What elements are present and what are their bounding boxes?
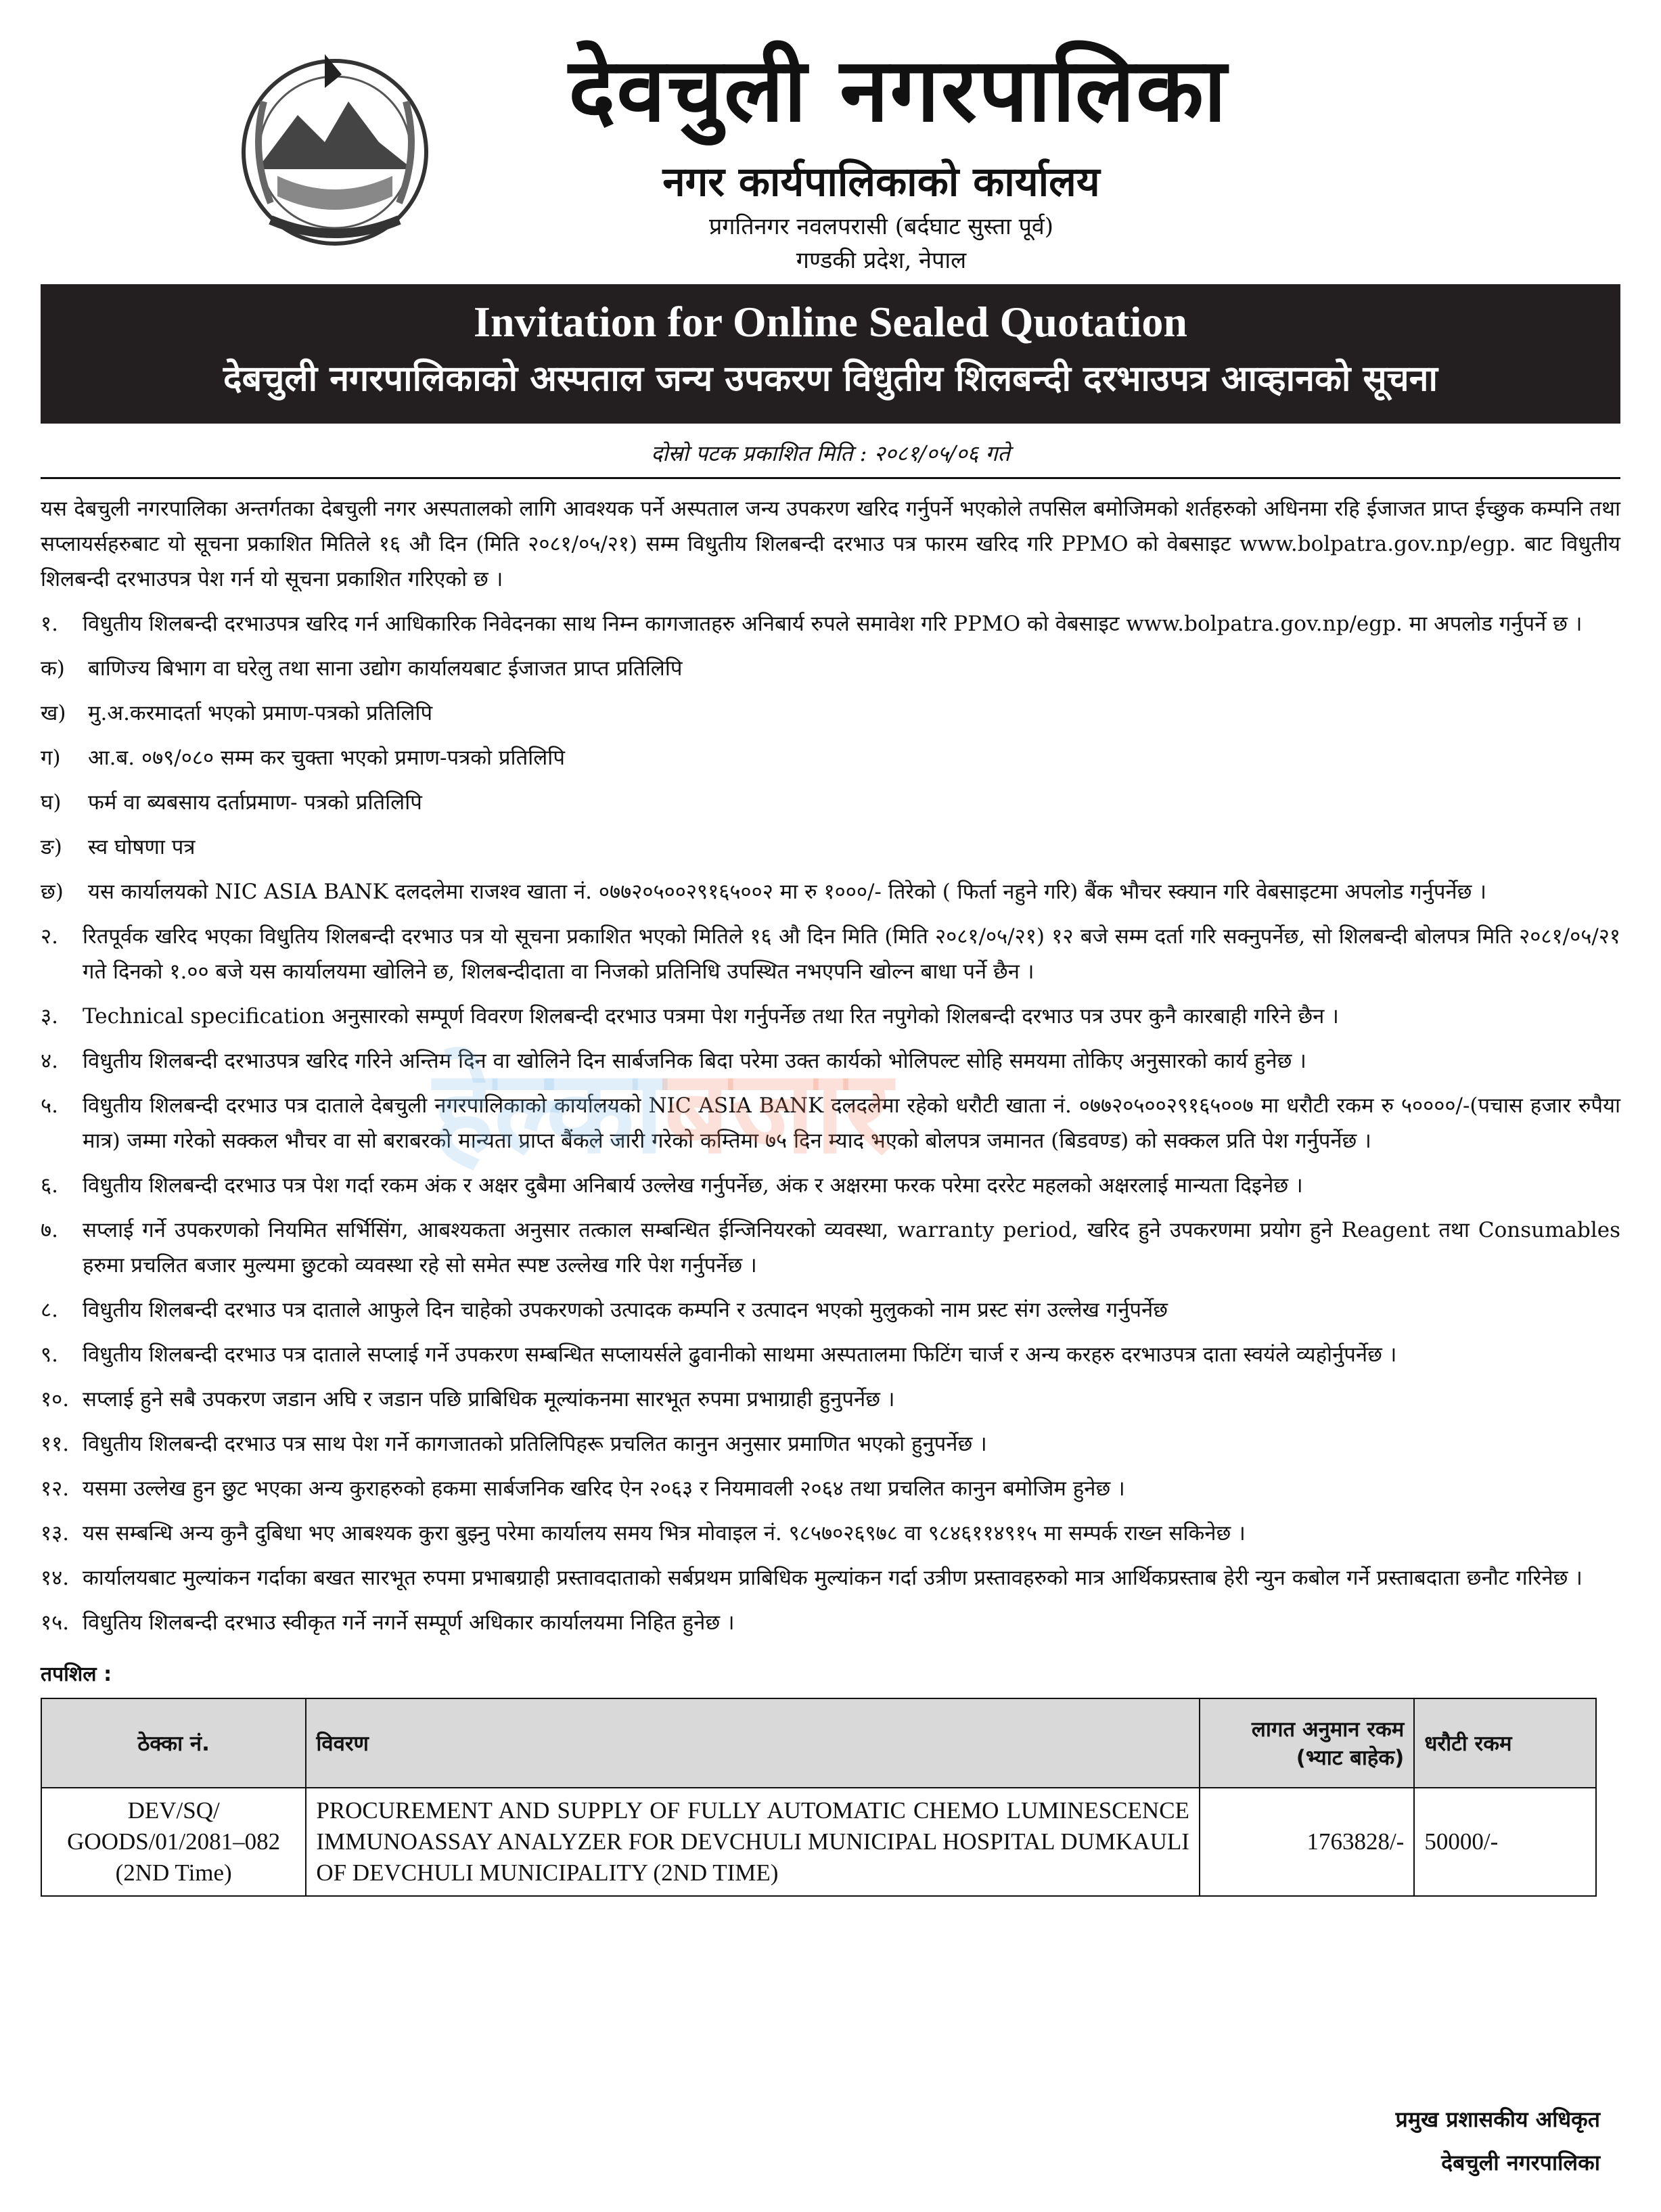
- list-item: [41, 999, 1620, 1034]
- item-text: सप्लाई गर्ने उपकरणको नियमित सर्भिसिंग, आबश्यकता अनुसार तत्काल सम्बन्धित ईन्जिनियरको व्यवस्था, warranty period, खरिद हुने उपकरणमा प्रयोग हुने Reagent तथा Consumables हरुमा प्रचलित बजार मुल्यमा छुटको व्यवस्था रहे सो समेत स्पष्ट उल्लेख गरि पेश गर्नुपर्नेछ ।: [83, 1218, 1620, 1278]
- cell-description: PROCUREMENT AND SUPPLY OF FULLY AUTOMATIC CHEMO LUMINESCENCE IMMUNOASSAY ANALYZER FOR DEVCHULI MUNICIPAL HOSPITAL DUMKAULI OF DEVCHULI MUNICIPALITY (2ND TIME): [306, 1788, 1200, 1896]
- item-text: विधुतीय शिलबन्दी दरभाउपत्र खरिद गर्न आधिकारिक निवेदनका साथ निम्न कागजातहरु अनिबार्य रुपले समावेश गरि PPMO को वेबसाइट www.bolpatra.gov.np/egp. मा अपलोड गर्नुपर्ने छ ।: [83, 612, 1583, 636]
- item-text: Technical specification अनुसारको सम्पूर्ण विवरण शिलबन्दी दरभाउ पत्रमा पेश गर्नुपर्नेछ तथा रित नपुगेको शिलबन्दी दरभाउ पत्र उपर कुनै कारबाही गरिने छैन ।: [83, 1004, 1339, 1029]
- schedule-label: तपशिल :: [41, 1663, 112, 1686]
- item-text: विधुतिय शिलबन्दी दरभाउ स्वीकृत गर्ने नगर्ने सम्पूर्ण अधिकार कार्यालयमा निहित हुनेछ ।: [83, 1610, 735, 1635]
- table-row: [41, 1788, 1596, 1896]
- cell-cost-estimate: 1763828/-: [1200, 1788, 1414, 1896]
- watermark-part-1: हेल्का: [433, 1045, 664, 1179]
- list-item: [41, 1560, 1620, 1596]
- header-description: विवरण: [306, 1698, 1200, 1788]
- header-deposit: धरौटी रकम: [1414, 1698, 1596, 1788]
- list-item: [41, 1292, 1620, 1328]
- item-number: छ): [41, 880, 64, 904]
- letterhead: [41, 0, 1620, 284]
- item-number: ६.: [41, 1173, 58, 1198]
- item-text: विधुतीय शिलबन्दी दरभाउ पत्र दाताले देबचुली नगरपालिकाको कार्यालयको NIC ASIA BANK दलदलेमा रहेको धरौटी खाता नं. ०७७२०५००२९१६५००७ मा धरौटी रकम रु ५००००/-(पचास हजार रुपैया मात्र) जम्मा गरेको सक्कल भौचर वा सो बराबरको मान्यता प्राप्त बैंकले जारी गरेको कम्तिमा ७५ दिन म्याद भएको बोलपत्र जमानत (बिडवण्ड) को सक्कल प्रति पेश गर्नुपर्नेछ ।: [83, 1093, 1620, 1153]
- list-item: [41, 919, 1620, 989]
- item-text: रितपूर्वक खरिद भएका विधुतिय शिलबन्दी दरभाउ पत्र यो सूचना प्रकाशित भएको मितिले १६ औ दिन मिति (मिति २०८१/०५/२१) १२ बजे सम्म दर्ता गरि सक्नुपर्नेछ, सो शिलबन्दी बोलपत्र मिति २०८१/०५/२१ गते दिनको १.०० बजे यस कार्यालयमा खोलिने छ, शिलबन्दीदाता वा निजको प्रतिनिधि उपस्थित नभएपनि खोल्न बाधा पर्ने छैन ।: [83, 924, 1620, 984]
- list-item: [41, 1043, 1620, 1079]
- address-line-2: गण्डकी प्रदेश, नेपाल: [796, 247, 967, 274]
- signatory-org: देबचुली नगरपालिका: [1441, 2150, 1600, 2175]
- list-item: [41, 1516, 1620, 1551]
- header-cost-estimate: लागत अनुमान रकम (भ्याट बाहेक): [1200, 1698, 1414, 1788]
- item-number: ५.: [41, 1093, 58, 1118]
- item-number: १२.: [41, 1476, 70, 1501]
- list-item: [41, 1088, 1620, 1158]
- item-number: १४.: [41, 1566, 70, 1590]
- item-number: ११.: [41, 1432, 70, 1456]
- list-item: [41, 830, 1620, 865]
- list-item: [41, 696, 1620, 731]
- list-item: [41, 740, 1620, 775]
- item-number: १०.: [41, 1387, 70, 1412]
- item-text: यसमा उल्लेख हुन छुट भएका अन्य कुराहरुको हकमा सार्बजनिक खरिद ऐन २०६३ र नियमावली २०६४ तथा प्रचलित कानुन बमोजिम हुनेछ ।: [83, 1476, 1125, 1501]
- signature-block: [1396, 2098, 1600, 2184]
- list-item: [41, 874, 1620, 909]
- item-text: विधुतीय शिलबन्दी दरभाउ पत्र पेश गर्दा रकम अंक र अक्षर दुबैमा अनिबार्य उल्लेख गर्नुपर्नेछ, अंक र अक्षरमा फरक परेमा दररेट महलको अक्षरलाई मान्यता दिइनेछ ।: [83, 1173, 1303, 1198]
- item-number: १५.: [41, 1610, 70, 1635]
- list-item: [41, 1471, 1620, 1506]
- table-header-row: [41, 1698, 1596, 1788]
- item-number: ७.: [41, 1218, 58, 1242]
- item-text: मु.अ.करमादर्ता भएको प्रमाण-पत्रको प्रतिलिपि: [88, 701, 433, 725]
- item-number: ९.: [41, 1342, 58, 1367]
- banner-english-title: Invitation for Online Sealed Quotation: [474, 298, 1187, 346]
- list-item: [41, 1168, 1620, 1203]
- item-text: कार्यालयबाट मुल्यांकन गर्दाका बखत सारभूत रुपमा प्रभाबग्राही प्रस्तावदाताको सर्बप्रथम प्राबिधिक मुल्यांकन गर्दा उत्रीण प्रस्तावहरुको मात्र आर्थिकप्रस्ताब हेरी न्युन कबोल गर्ने प्रस्ताबदाता छनौट गरिनेछ ।: [83, 1566, 1583, 1590]
- divider: [41, 477, 1620, 479]
- watermark-part-2: बजार: [664, 1045, 892, 1179]
- item-text: विधुतीय शिलबन्दी दरभाउ पत्र दाताले आफुले दिन चाहेको उपकरणको उत्पादक कम्पनि र उत्पादन भएको मुलुकको नाम प्रस्ट संग उल्लेख गर्नुपर्नेछ: [83, 1298, 1168, 1322]
- item-number: १.: [41, 612, 58, 636]
- cell-contract-no: DEV/SQ/ GOODS/01/2081–082 (2ND Time): [41, 1788, 306, 1896]
- notice-banner: [41, 284, 1620, 424]
- conditions-list: [41, 606, 1620, 1650]
- item-text: बाणिज्य बिभाग वा घरेलु तथा साना उद्योग कार्यालयबाट ईजाजत प्राप्त प्रतिलिपि: [88, 656, 683, 681]
- signatory-title: प्रमुख प्रशासकीय अधिकृत: [1395, 2106, 1600, 2132]
- publish-date: दोस्रो पटक प्रकाशित मिति : २०८१/०५/०६ गते: [651, 441, 1010, 466]
- item-number: घ): [41, 790, 62, 815]
- item-number: ग): [41, 746, 61, 770]
- list-item: [41, 785, 1620, 820]
- item-text: स्व घोषणा पत्र: [88, 835, 196, 859]
- list-item: [41, 1337, 1620, 1372]
- item-text: यस कार्यालयको NIC ASIA BANK दलदलेमा राजश्व खाता नं. ०७७२०५००२९१६५००२ मा रु १०००/- तिरेको ( फिर्ता नहुने गरि) बैंक भौचर स्क्यान गरि वेबसाइटमा अपलोड गर्नुपर्नेछ ।: [88, 880, 1486, 904]
- item-text: विधुतीय शिलबन्दी दरभाउ पत्र दाताले सप्लाई गर्ने उपकरण सम्बन्धित सप्लायर्सले ढुवानीको साथमा अस्पतालमा फिटिंग चार्ज र अन्य करहरु दरभाउपत्र दाता स्वयंले व्यहोर्नुपर्नेछ ।: [83, 1342, 1397, 1367]
- item-text: सप्लाई हुने सबै उपकरण जडान अघि र जडान पछि प्राबिधिक मूल्यांकनमा सारभूत रुपमा प्रभाग्राही हुनुपर्नेछ ।: [83, 1387, 895, 1412]
- schedule-table: [41, 1698, 1597, 1897]
- header-contract-no: ठेक्का नं.: [41, 1698, 306, 1788]
- item-number: २.: [41, 924, 58, 949]
- item-number: क): [41, 656, 65, 681]
- cell-deposit: 50000/-: [1414, 1788, 1596, 1896]
- municipality-title: देवचुली नगरपालिका: [568, 39, 1228, 141]
- item-text: यस सम्बन्धि अन्य कुनै दुबिधा भए आबश्यक कुरा बुझ्नु परेमा कार्यालय समय भित्र मोवाइल नं. ९८५७०२६९७८ वा ९८४६११४९१५ मा सम्पर्क राख्न सकिनेछ ।: [83, 1521, 1246, 1545]
- list-item: [41, 1426, 1620, 1462]
- item-number: १३.: [41, 1521, 70, 1545]
- banner-nepali-title: देबचुली नगरपालिकाको अस्पताल जन्य उपकरण विधुतीय शिलबन्दी दरभाउपत्र आव्हानको सूचना: [223, 359, 1438, 399]
- intro-paragraph: यस देबचुली नगरपालिका अन्तर्गतका देबचुली नगर अस्पतालको लागि आवश्यक पर्ने अस्पताल जन्य उपकरण खरिद गर्नुपर्ने भएकोले तपसिल बमोजिमको शर्तहरुको अधिनमा रहि ईजाजत प्राप्त ईच्छुक कम्पनि तथा सप्लायर्सहरुबाट यो सूचना प्रकाशित मितिले १६ औ दिन (मिति २०८१/०५/२१) सम्म विधुतीय शिलबन्दी दरभाउ पत्र फारम खरिद गरि PPMO को वेबसाइट www.bolpatra.gov.np/egp. बाट विधुतीय शिलबन्दी दरभाउपत्र पेश गर्न यो सूचना प्रकाशित गरिएको छ ।: [41, 497, 1620, 591]
- list-item: [41, 1605, 1620, 1640]
- list-item: [41, 1213, 1620, 1283]
- item-number: ८.: [41, 1298, 58, 1322]
- office-subtitle: नगर कार्यपालिकाको कार्यालय: [662, 158, 1100, 206]
- item-text: विधुतीय शिलबन्दी दरभाउ पत्र साथ पेश गर्ने कागजातको प्रतिलिपिहरू प्रचलित कानुन अनुसार प्रमाणित भएको हुनुपर्नेछ ।: [83, 1432, 987, 1456]
- address-line-1: प्रगतिनगर नवलपरासी (बर्दघाट सुस्ता पूर्व): [708, 213, 1054, 240]
- item-text: विधुतीय शिलबन्दी दरभाउपत्र खरिद गरिने अन्तिम दिन वा खोलिने दिन सार्बजनिक बिदा परेमा उक्त कार्यको भोलिपल्ट सोहि समयमा तोकिए अनुसारको कार्य हुनेछ ।: [83, 1049, 1306, 1073]
- item-text: आ.ब. ०७९/०८० सम्म कर चुक्ता भएको प्रमाण-पत्रको प्रतिलिपि: [88, 746, 565, 770]
- list-item: [41, 606, 1620, 641]
- list-item: [41, 1382, 1620, 1417]
- item-number: ङ): [41, 835, 62, 859]
- item-text: फर्म वा ब्यबसाय दर्ताप्रमाण- पत्रको प्रतिलिपि: [88, 790, 422, 815]
- item-number: ४.: [41, 1049, 58, 1073]
- item-number: ३.: [41, 1004, 58, 1029]
- item-number: ख): [41, 701, 66, 725]
- list-item: [41, 651, 1620, 686]
